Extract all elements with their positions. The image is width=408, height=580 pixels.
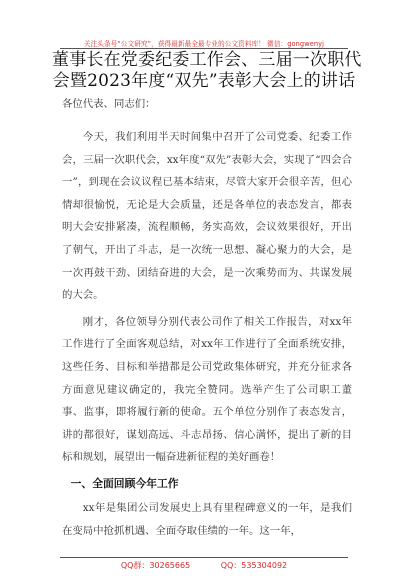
paragraph-reports: 刚才，各位领导分别代表公司作了相关工作报告，对xx年工作进行了全面客观总结，对xx年工作进行了全面系统安排，这些任务、目标和举措都是公司党政集体研究，并充分征求各方面意见建议确定的，我完全赞同。选举产生了公司职工董事、监事，即将履行新的使命。五个单位分别作了表态发言，讲的都很好，谋划高远、斗志昂扬、信心满怀，提出了新的目标和规划，展望出一幅奋进新征程的美好画卷！	[62, 315, 352, 464]
title-line-1: 董事长在党委纪委工作会、三届一次职代	[52, 50, 362, 70]
paragraph-section-one: xx年是集团公司发展史上具有里程碑意义的一年，是我们在变局中抢抓机遇、全面夺取佳绩的一年。这一年，	[62, 501, 352, 537]
header-promo-note: 关注头条号“公文研究”，获得最新最全最专业的公文资料库！ 微信：gongwenyj	[83, 40, 325, 48]
footer-qq-group: QQ群：30265665	[120, 561, 191, 570]
footer-qq: QQ：535304092	[220, 561, 288, 570]
section-heading: 一、全面回顾今年工作	[70, 476, 179, 490]
document-body	[62, 97, 352, 546]
paragraph-opening: 今天，我们利用半天时间集中召开了公司党委、纪委工作会，三届一次职代会，xx年度“双先”表彰大会，实现了“四会合一”，到现在会议议程已基本结束，尽管大家开会很辛苦，但心情却很愉悦，无论是大会质量，还是各单位的表态发言，都表明大会安排紧凑，流程顺畅，务实高效，会议效果很好，开出了朝气，开出了斗志，是一次统一思想、凝心聚力的大会，是一次再鼓干劲、团结奋进的大会，是一次乘势而为、共谋发展的大会。	[62, 131, 352, 302]
footer-contact	[0, 560, 408, 571]
salutation: 各位代表、同志们：	[62, 98, 156, 110]
title-line-2: 会暨2023年度“双先”表彰大会上的讲话	[52, 71, 356, 91]
header-divider	[60, 48, 348, 49]
document-title	[52, 50, 362, 92]
footer-divider	[60, 557, 348, 558]
